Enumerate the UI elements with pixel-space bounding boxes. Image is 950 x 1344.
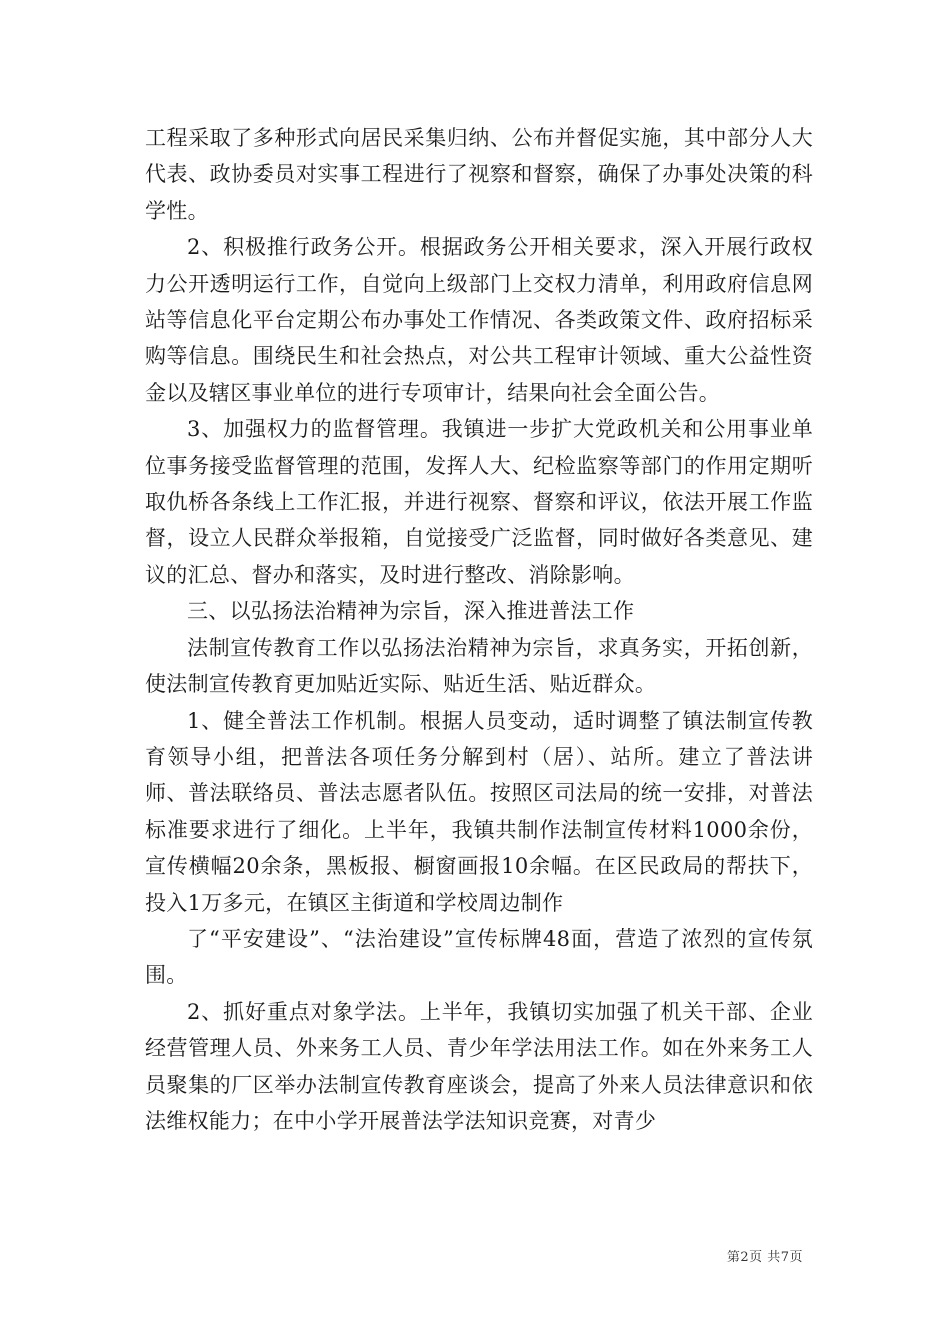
page-number: 第2页 共7页: [726, 1250, 803, 1265]
paragraph-1: 工程采取了多种形式向居民采集归纳、公布并督促实施，其中部分人大代表、政协委员对实事工程进行了视察和督察，确保了办事处决策的科学性。: [145, 126, 813, 223]
section-heading-3: 三、以弘扬法治精神为宗旨，深入推进普法工作: [187, 599, 635, 624]
paragraph-8: 2、抓好重点对象学法。上半年，我镇切实加强了机关干部、企业经营管理人员、外来务工人员、青少年学法用法工作。如在外来务工人员聚集的厂区举办法制宣传教育座谈会，提高了外来人员法律意识和依法维权能力；在中小学开展普法学法知识竞赛，对青少: [145, 999, 813, 1133]
document-body: [145, 120, 813, 1139]
paragraph-2: 2、积极推行政务公开。根据政务公开相关要求，深入开展行政权力公开透明运行工作，自觉向上级部门上交权力清单，利用政府信息网站等信息化平台定期公布办事处工作情况、各类政策文件、政府招标采购等信息。围绕民生和社会热点，对公共工程审计领域、重大公益性资金以及辖区事业单位的进行专项审计，结果向社会全面公告。: [145, 235, 813, 405]
paragraph-5: 法制宣传教育工作以弘扬法治精神为宗旨，求真务实，开拓创新，使法制宣传教育更加贴近实际、贴近生活、贴近群众。: [145, 635, 813, 697]
paragraph-3: 3、加强权力的监督管理。我镇进一步扩大党政机关和公用事业单位事务接受监督管理的范围，发挥人大、纪检监察等部门的作用定期听取仇桥各条线上工作汇报，并进行视察、督察和评议，依法开展工作监督，设立人民群众举报箱，自觉接受广泛监督，同时做好各类意见、建议的汇总、督办和落实，及时进行整改、消除影响。: [145, 417, 813, 587]
paragraph-7: 了“平安建设”、“法治建设”宣传标牌48面，营造了浓烈的宣传氛围。: [145, 926, 813, 988]
paragraph-6: 1、健全普法工作机制。根据人员变动，适时调整了镇法制宣传教育领导小组，把普法各项任务分解到村（居）、站所。建立了普法讲师、普法联络员、普法志愿者队伍。按照区司法局的统一安排，对普法标准要求进行了细化。上半年，我镇共制作法制宣传材料1000余份，宣传横幅20余条，黑板报、橱窗画报10余幅。在区民政局的帮扶下，投入1万多元，在镇区主街道和学校周边制作: [145, 708, 813, 915]
